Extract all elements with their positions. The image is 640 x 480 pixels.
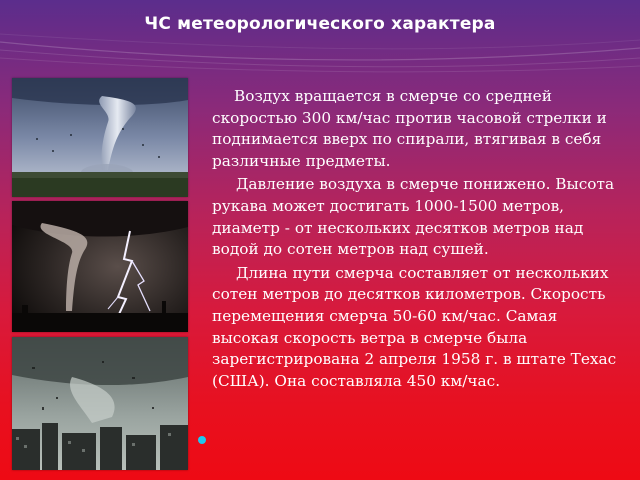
- paragraph-pressure: Давление воздуха в смерче понижено. Высота рукава может достигать 1000-1500 метров, диаметр - от нескольких десятков метров над водой до сотен метров над сушей.: [212, 175, 615, 259]
- slide-text: [212, 86, 622, 394]
- decorative-swooshes: [0, 0, 640, 80]
- bullet-dot: [198, 436, 206, 444]
- tornado-photo: [12, 78, 188, 197]
- tornado-lightning-photo: [12, 201, 188, 332]
- paragraph-path-speed: Длина пути смерча составляет от нескольких сотен метров до десятков километров. Скорость перемещения смерча 50-60 км/час. Самая высокая скорость ветра в смерче была зарегистрирована 2 апреля 1958 г. в штате Техас (США). Она составляла 450 км/час.: [212, 263, 617, 390]
- slide-title: ЧС метеорологического характера: [144, 14, 496, 34]
- storm-city-photo: [12, 337, 188, 470]
- paragraph-rotation: Воздух вращается в смерче со средней скоростью 300 км/час против часовой стрелки и поднимается вверх по спирали, втягивая в себя различные предметы.: [212, 87, 607, 170]
